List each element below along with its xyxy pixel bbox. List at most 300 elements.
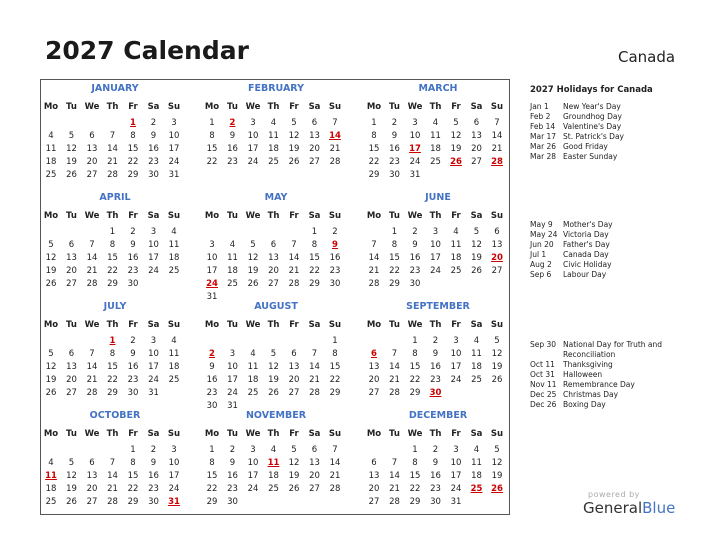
day-cell: 21 bbox=[86, 266, 98, 276]
day-cell: 20 bbox=[368, 375, 380, 385]
day-cell: 25 bbox=[227, 279, 238, 289]
day-cell: 5 bbox=[494, 336, 500, 346]
weekday-header: Sa bbox=[308, 211, 321, 221]
day-cell: 12 bbox=[491, 349, 503, 359]
day-cell: 5 bbox=[453, 118, 459, 128]
day-cell: 7 bbox=[109, 131, 116, 141]
day-cell: 3 bbox=[453, 336, 459, 346]
day-cell: 18 bbox=[227, 266, 238, 276]
weekday-header: Tu bbox=[389, 102, 400, 112]
day-cell: 31 bbox=[168, 170, 180, 180]
weekday-header: Sa bbox=[308, 102, 321, 112]
day-cell: 29 bbox=[206, 497, 218, 507]
day-cell: 22 bbox=[389, 266, 400, 276]
weekday-header: Mo bbox=[204, 320, 220, 330]
holiday-name: Thanksgiving bbox=[563, 360, 613, 369]
weekday-header: Th bbox=[267, 211, 280, 221]
day-cell: 28 bbox=[389, 388, 400, 398]
day-cell: 1 bbox=[311, 227, 318, 237]
day-cell: 6 bbox=[270, 240, 277, 250]
holiday-day-cell: 11 bbox=[45, 471, 57, 481]
day-cell: 13 bbox=[368, 362, 380, 372]
weekday-header: Sa bbox=[470, 211, 483, 221]
month-july bbox=[41, 301, 189, 406]
day-cell: 28 bbox=[309, 388, 320, 398]
day-cell: 4 bbox=[270, 118, 277, 128]
day-cell: 9 bbox=[412, 240, 418, 250]
day-cell: 12 bbox=[268, 362, 279, 372]
weekday-header: We bbox=[407, 211, 423, 221]
day-cell: 23 bbox=[389, 157, 400, 167]
day-cell: 27 bbox=[368, 388, 380, 398]
month-name: JULY bbox=[103, 301, 127, 312]
day-cell: 9 bbox=[209, 362, 215, 372]
holiday-date: Nov 11 bbox=[530, 380, 557, 389]
day-cell: 7 bbox=[311, 349, 318, 359]
weekday-header: Th bbox=[267, 102, 280, 112]
holiday-day-cell: 26 bbox=[450, 157, 462, 167]
weekday-header: Mo bbox=[366, 102, 382, 112]
day-cell: 13 bbox=[268, 253, 279, 263]
day-cell: 15 bbox=[206, 471, 218, 481]
day-cell: 16 bbox=[127, 253, 139, 263]
day-cell: 29 bbox=[309, 279, 320, 289]
weekday-header: Th bbox=[429, 429, 442, 439]
day-cell: 5 bbox=[250, 240, 256, 250]
weekday-header: Fr bbox=[128, 429, 138, 439]
weekday-header: Tu bbox=[389, 320, 400, 330]
day-cell: 4 bbox=[48, 131, 54, 141]
holiday-day-cell: 25 bbox=[470, 484, 483, 494]
day-cell: 28 bbox=[86, 388, 98, 398]
day-cell: 21 bbox=[288, 266, 300, 276]
day-cell: 5 bbox=[270, 349, 277, 359]
day-cell: 17 bbox=[168, 471, 180, 481]
holiday-date: Mar 26 bbox=[530, 142, 557, 151]
day-cell: 3 bbox=[453, 445, 459, 455]
day-cell: 29 bbox=[368, 170, 380, 180]
day-cell: 14 bbox=[86, 362, 98, 372]
weekday-header: We bbox=[245, 320, 261, 330]
weekday-header: Tu bbox=[389, 429, 400, 439]
day-cell: 31 bbox=[409, 170, 421, 180]
holiday-date: May 24 bbox=[530, 230, 558, 239]
day-cell: 14 bbox=[329, 458, 341, 468]
day-cell: 1 bbox=[332, 336, 338, 346]
day-cell: 4 bbox=[48, 458, 54, 468]
weekday-header: Mo bbox=[204, 429, 220, 439]
day-cell: 28 bbox=[107, 170, 118, 180]
holiday-date: Sep 30 bbox=[530, 340, 557, 349]
holiday-date: Dec 25 bbox=[530, 390, 557, 399]
day-cell: 23 bbox=[127, 266, 139, 276]
weekday-header: We bbox=[84, 102, 100, 112]
day-cell: 27 bbox=[66, 279, 77, 289]
day-cell: 11 bbox=[247, 362, 259, 372]
day-cell: 28 bbox=[368, 279, 380, 289]
day-cell: 5 bbox=[48, 240, 54, 250]
day-cell: 26 bbox=[288, 157, 300, 167]
day-cell: 18 bbox=[450, 253, 462, 263]
day-cell: 15 bbox=[329, 362, 341, 372]
day-cell: 2 bbox=[432, 336, 439, 346]
holiday-day-cell: 2 bbox=[229, 118, 236, 128]
day-cell: 7 bbox=[494, 118, 500, 128]
day-cell: 26 bbox=[45, 388, 57, 398]
day-cell: 31 bbox=[206, 292, 218, 302]
day-cell: 2 bbox=[150, 445, 157, 455]
day-cell: 14 bbox=[309, 362, 320, 372]
day-cell: 4 bbox=[432, 118, 439, 128]
holiday-date: Jan 1 bbox=[530, 102, 549, 111]
day-cell: 16 bbox=[148, 144, 159, 154]
day-cell: 27 bbox=[368, 497, 380, 507]
day-cell: 7 bbox=[371, 240, 377, 250]
day-cell: 12 bbox=[66, 144, 77, 154]
day-cell: 19 bbox=[66, 484, 77, 494]
day-cell: 7 bbox=[332, 445, 338, 455]
weekday-header: Sa bbox=[147, 102, 160, 112]
day-cell: 15 bbox=[409, 362, 421, 372]
day-cell: 19 bbox=[491, 471, 503, 481]
day-cell: 19 bbox=[288, 144, 300, 154]
month-name: SEPTEMBER bbox=[406, 301, 470, 312]
day-cell: 29 bbox=[409, 388, 421, 398]
day-cell: 24 bbox=[148, 266, 159, 276]
day-cell: 29 bbox=[127, 170, 139, 180]
day-cell: 4 bbox=[250, 349, 256, 359]
day-cell: 26 bbox=[45, 279, 57, 289]
day-cell: 8 bbox=[391, 240, 398, 250]
month-name: DECEMBER bbox=[408, 410, 468, 421]
holiday-date: Jun 20 bbox=[530, 240, 554, 249]
day-cell: 13 bbox=[368, 471, 380, 481]
day-cell: 13 bbox=[86, 144, 98, 154]
weekday-header: We bbox=[84, 429, 100, 439]
day-cell: 11 bbox=[168, 349, 180, 359]
day-cell: 11 bbox=[227, 253, 238, 263]
day-cell: 7 bbox=[89, 240, 95, 250]
day-cell: 19 bbox=[268, 375, 279, 385]
month-name: JUNE bbox=[425, 192, 451, 203]
day-cell: 27 bbox=[309, 157, 320, 167]
day-cell: 28 bbox=[329, 484, 341, 494]
day-cell: 3 bbox=[250, 118, 256, 128]
day-cell: 22 bbox=[409, 375, 421, 385]
weekday-header: Tu bbox=[227, 102, 238, 112]
day-cell: 10 bbox=[227, 362, 238, 372]
day-cell: 14 bbox=[288, 253, 300, 263]
day-cell: 30 bbox=[227, 497, 238, 507]
generalblue-logo[interactable] bbox=[583, 499, 675, 517]
day-cell: 5 bbox=[291, 445, 297, 455]
holiday-name: Canada Day bbox=[563, 250, 609, 259]
day-cell: 1 bbox=[209, 445, 215, 455]
powered-by-label: powered by bbox=[588, 490, 640, 499]
day-cell: 15 bbox=[206, 144, 218, 154]
holiday-date: Oct 31 bbox=[530, 370, 555, 379]
weekday-header: Sa bbox=[470, 102, 483, 112]
brand-blue-text: Blue bbox=[642, 499, 676, 517]
day-cell: 11 bbox=[268, 131, 279, 141]
weekday-header: We bbox=[245, 429, 261, 439]
day-cell: 2 bbox=[130, 227, 136, 237]
weekday-header: Su bbox=[328, 429, 342, 439]
day-cell: 14 bbox=[368, 253, 380, 263]
day-cell: 24 bbox=[227, 388, 238, 398]
day-cell: 13 bbox=[471, 131, 482, 141]
day-cell: 26 bbox=[247, 279, 259, 289]
month-name: OCTOBER bbox=[89, 410, 141, 421]
weekday-header: Fr bbox=[451, 102, 461, 112]
month-name: APRIL bbox=[99, 192, 131, 203]
holiday-name: Victoria Day bbox=[563, 230, 609, 239]
day-cell: 12 bbox=[288, 458, 300, 468]
day-cell: 8 bbox=[109, 240, 116, 250]
day-cell: 12 bbox=[491, 458, 503, 468]
day-cell: 6 bbox=[68, 240, 75, 250]
weekday-header: Sa bbox=[308, 320, 321, 330]
day-cell: 27 bbox=[288, 388, 300, 398]
day-cell: 9 bbox=[432, 349, 439, 359]
weekday-header: Fr bbox=[289, 102, 299, 112]
day-cell: 20 bbox=[368, 484, 380, 494]
day-cell: 19 bbox=[247, 266, 259, 276]
day-cell: 11 bbox=[430, 131, 441, 141]
day-cell: 20 bbox=[309, 471, 320, 481]
day-cell: 2 bbox=[130, 336, 136, 346]
weekday-header: Th bbox=[106, 320, 119, 330]
day-cell: 8 bbox=[130, 458, 136, 468]
month-may bbox=[202, 192, 350, 302]
day-cell: 13 bbox=[288, 362, 300, 372]
day-cell: 30 bbox=[389, 170, 400, 180]
weekday-header: Tu bbox=[227, 429, 238, 439]
day-cell: 2 bbox=[150, 118, 157, 128]
month-february bbox=[202, 83, 350, 188]
day-cell: 12 bbox=[288, 131, 300, 141]
day-cell: 30 bbox=[206, 401, 218, 411]
weekday-header: We bbox=[84, 320, 100, 330]
day-cell: 16 bbox=[409, 253, 421, 263]
day-cell: 9 bbox=[130, 349, 136, 359]
day-cell: 22 bbox=[409, 484, 421, 494]
day-cell: 8 bbox=[332, 349, 338, 359]
weekday-header: We bbox=[84, 211, 100, 221]
day-cell: 25 bbox=[268, 484, 279, 494]
day-cell: 7 bbox=[291, 240, 297, 250]
day-cell: 23 bbox=[329, 266, 341, 276]
day-cell: 3 bbox=[432, 227, 439, 237]
day-cell: 30 bbox=[430, 497, 441, 507]
holiday-day-cell: 20 bbox=[491, 253, 503, 263]
day-cell: 8 bbox=[311, 240, 318, 250]
weekday-header: Fr bbox=[128, 102, 138, 112]
day-cell: 21 bbox=[107, 157, 118, 167]
holiday-name: Christmas Day bbox=[563, 390, 619, 399]
day-cell: 3 bbox=[412, 118, 418, 128]
day-cell: 17 bbox=[430, 253, 441, 263]
day-cell: 31 bbox=[148, 388, 159, 398]
day-cell: 5 bbox=[494, 445, 500, 455]
day-cell: 6 bbox=[291, 349, 297, 359]
day-cell: 13 bbox=[66, 253, 77, 263]
day-cell: 24 bbox=[148, 375, 159, 385]
day-cell: 14 bbox=[86, 253, 98, 263]
day-cell: 11 bbox=[168, 240, 180, 250]
weekday-header: Su bbox=[328, 320, 342, 330]
weekday-header: Su bbox=[167, 429, 181, 439]
day-cell: 4 bbox=[171, 336, 177, 346]
day-cell: 2 bbox=[432, 445, 439, 455]
holiday-date: Dec 26 bbox=[530, 400, 557, 409]
day-cell: 10 bbox=[168, 458, 180, 468]
weekday-header: Mo bbox=[204, 211, 220, 221]
weekday-header: Fr bbox=[289, 429, 299, 439]
day-cell: 16 bbox=[227, 144, 238, 154]
weekday-header: Su bbox=[167, 320, 181, 330]
weekday-header: We bbox=[407, 102, 423, 112]
day-cell: 19 bbox=[450, 144, 462, 154]
day-cell: 3 bbox=[150, 336, 157, 346]
day-cell: 15 bbox=[368, 144, 380, 154]
day-cell: 17 bbox=[148, 362, 159, 372]
day-cell: 16 bbox=[127, 362, 139, 372]
day-cell: 30 bbox=[409, 279, 421, 289]
month-name: MARCH bbox=[418, 83, 458, 94]
day-cell: 23 bbox=[430, 484, 441, 494]
weekday-header: Th bbox=[267, 320, 280, 330]
day-cell: 14 bbox=[491, 131, 503, 141]
day-cell: 20 bbox=[66, 375, 77, 385]
holiday-name: Good Friday bbox=[563, 142, 608, 151]
weekday-header: Su bbox=[490, 102, 504, 112]
weekday-header: Su bbox=[328, 102, 342, 112]
day-cell: 6 bbox=[89, 458, 95, 468]
day-cell: 3 bbox=[250, 445, 256, 455]
weekday-header: Mo bbox=[366, 211, 382, 221]
weekday-header: Sa bbox=[308, 429, 321, 439]
day-cell: 10 bbox=[430, 240, 441, 250]
day-cell: 29 bbox=[127, 497, 139, 507]
day-cell: 6 bbox=[473, 118, 480, 128]
day-cell: 16 bbox=[329, 253, 341, 263]
day-cell: 9 bbox=[391, 131, 398, 141]
weekday-header: Sa bbox=[147, 429, 160, 439]
day-cell: 20 bbox=[288, 375, 300, 385]
day-cell: 10 bbox=[168, 131, 180, 141]
weekday-header: Fr bbox=[451, 320, 461, 330]
day-cell: 9 bbox=[150, 458, 157, 468]
day-cell: 21 bbox=[309, 375, 320, 385]
weekday-header: Mo bbox=[43, 320, 59, 330]
weekday-header: Th bbox=[267, 429, 280, 439]
day-cell: 10 bbox=[148, 349, 159, 359]
day-cell: 11 bbox=[45, 144, 57, 154]
day-cell: 11 bbox=[471, 458, 482, 468]
weekday-header: Th bbox=[429, 102, 442, 112]
month-march bbox=[364, 83, 512, 188]
day-cell: 13 bbox=[66, 362, 77, 372]
weekday-header: Fr bbox=[128, 320, 138, 330]
day-cell: 17 bbox=[227, 375, 238, 385]
day-cell: 8 bbox=[371, 131, 377, 141]
day-cell: 27 bbox=[491, 266, 503, 276]
day-cell: 15 bbox=[389, 253, 400, 263]
day-cell: 12 bbox=[45, 253, 57, 263]
weekday-header: We bbox=[407, 320, 423, 330]
day-cell: 18 bbox=[45, 157, 57, 167]
day-cell: 21 bbox=[368, 266, 380, 276]
day-cell: 6 bbox=[89, 131, 95, 141]
holiday-day-cell: 26 bbox=[491, 484, 503, 494]
holiday-day-cell: 28 bbox=[491, 157, 503, 167]
holiday-name: Boxing Day bbox=[563, 400, 606, 409]
day-cell: 22 bbox=[309, 266, 320, 276]
day-cell: 1 bbox=[371, 118, 377, 128]
day-cell: 24 bbox=[247, 157, 259, 167]
day-cell: 20 bbox=[66, 266, 77, 276]
day-cell: 24 bbox=[409, 157, 421, 167]
day-cell: 10 bbox=[247, 131, 259, 141]
day-cell: 13 bbox=[309, 131, 320, 141]
day-cell: 5 bbox=[291, 118, 297, 128]
day-cell: 3 bbox=[171, 118, 177, 128]
day-cell: 12 bbox=[66, 471, 77, 481]
day-cell: 23 bbox=[430, 375, 441, 385]
day-cell: 5 bbox=[48, 349, 54, 359]
day-cell: 21 bbox=[389, 484, 400, 494]
month-name: AUGUST bbox=[254, 301, 298, 312]
day-cell: 8 bbox=[109, 349, 116, 359]
day-cell: 5 bbox=[473, 227, 480, 237]
day-cell: 22 bbox=[107, 266, 118, 276]
day-cell: 8 bbox=[209, 131, 215, 141]
month-october bbox=[41, 410, 189, 515]
day-cell: 25 bbox=[168, 375, 180, 385]
day-cell: 1 bbox=[412, 445, 418, 455]
day-cell: 18 bbox=[471, 362, 482, 372]
day-cell: 17 bbox=[206, 266, 218, 276]
day-cell: 7 bbox=[391, 349, 398, 359]
day-cell: 26 bbox=[66, 170, 77, 180]
weekday-header: Th bbox=[429, 320, 442, 330]
day-cell: 21 bbox=[329, 144, 341, 154]
day-cell: 25 bbox=[45, 497, 57, 507]
month-september bbox=[364, 301, 512, 406]
holiday-name: National Day for Truth and Reconciliation bbox=[563, 340, 663, 359]
day-cell: 3 bbox=[229, 349, 236, 359]
day-cell: 9 bbox=[150, 131, 157, 141]
month-name: JANUARY bbox=[91, 83, 139, 94]
holiday-name: New Year's Day bbox=[563, 102, 621, 111]
day-cell: 1 bbox=[109, 227, 116, 237]
day-cell: 2 bbox=[391, 118, 398, 128]
day-cell: 11 bbox=[471, 349, 482, 359]
day-cell: 16 bbox=[148, 471, 159, 481]
day-cell: 14 bbox=[389, 362, 400, 372]
month-name: NOVEMBER bbox=[245, 410, 307, 421]
day-cell: 25 bbox=[247, 388, 259, 398]
holiday-name: Valentine's Day bbox=[563, 122, 622, 131]
day-cell: 6 bbox=[311, 118, 318, 128]
day-cell: 4 bbox=[453, 227, 459, 237]
weekday-header: Tu bbox=[66, 429, 77, 439]
day-cell: 26 bbox=[268, 388, 279, 398]
day-cell: 19 bbox=[45, 266, 57, 276]
weekday-header: Mo bbox=[43, 102, 59, 112]
weekday-header: Sa bbox=[470, 320, 483, 330]
